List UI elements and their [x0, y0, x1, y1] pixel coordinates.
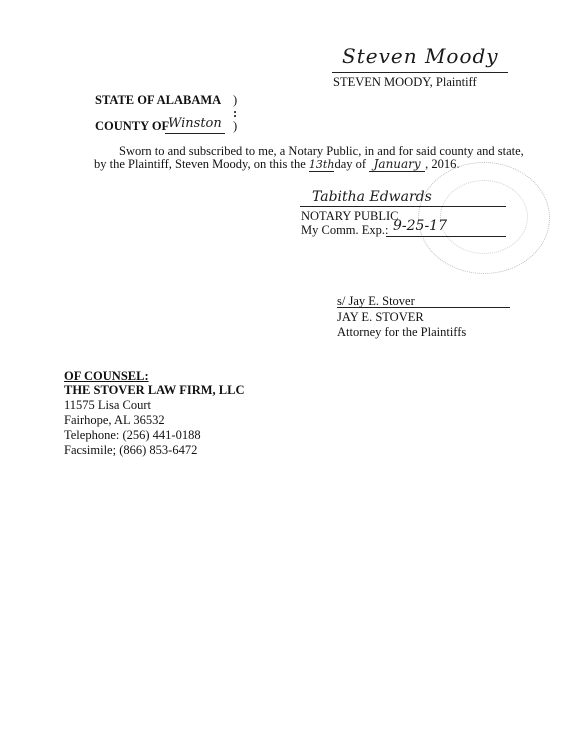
firm-telephone: Telephone: (256) 441-0188	[64, 428, 201, 442]
notary-comm-line	[386, 236, 506, 237]
of-counsel-heading: OF COUNSEL:	[64, 369, 149, 383]
jurat-month: January	[369, 157, 425, 172]
notary-seal-inner	[440, 180, 528, 254]
attorney-name: JAY E. STOVER	[337, 310, 424, 324]
jurat-line-2	[94, 157, 460, 172]
plaintiff-signature: Steven Moody	[342, 44, 499, 68]
jurat-line-2-prefix: by the Plaintiff, Steven Moody, on this the	[94, 157, 306, 171]
county-name: Winston	[168, 116, 222, 131]
notary-title: NOTARY PUBLIC	[301, 209, 399, 223]
county-line	[165, 133, 225, 134]
attorney-esignature: s/ Jay E. Stover	[337, 294, 415, 308]
firm-address-line-2: Fairhope, AL 36532	[64, 413, 165, 427]
notary-signature-line	[300, 206, 506, 207]
county-paren: )	[233, 119, 238, 133]
notary-comm-date: 9-25-17	[393, 218, 447, 234]
jurat-day: 13th	[308, 158, 335, 171]
state-paren: )	[233, 93, 238, 107]
plaintiff-signature-line	[332, 72, 508, 73]
firm-address-line-1: 11575 Lisa Court	[64, 398, 152, 412]
law-firm-name: THE STOVER LAW FIRM, LLC	[64, 383, 245, 397]
venue-colon: :	[233, 106, 238, 120]
attorney-signature-line	[337, 307, 510, 308]
jurat-day-suffix: day of	[334, 157, 367, 171]
jurat-line-1: Sworn to and subscribed to me, a Notary Public, in and for said county and state,	[119, 144, 524, 158]
firm-facsimile: Facsimile; (866) 853-6472	[64, 443, 198, 457]
county-label: COUNTY OF	[95, 119, 170, 133]
jurat-year: , 2016.	[425, 157, 460, 171]
notary-signature: Tabitha Edwards	[312, 189, 432, 205]
attorney-role: Attorney for the Plaintiffs	[337, 325, 467, 339]
notary-comm-label: My Comm. Exp.:	[301, 223, 389, 237]
state-label: STATE OF ALABAMA	[95, 93, 222, 107]
plaintiff-name-label: STEVEN MOODY, Plaintiff	[333, 75, 477, 89]
